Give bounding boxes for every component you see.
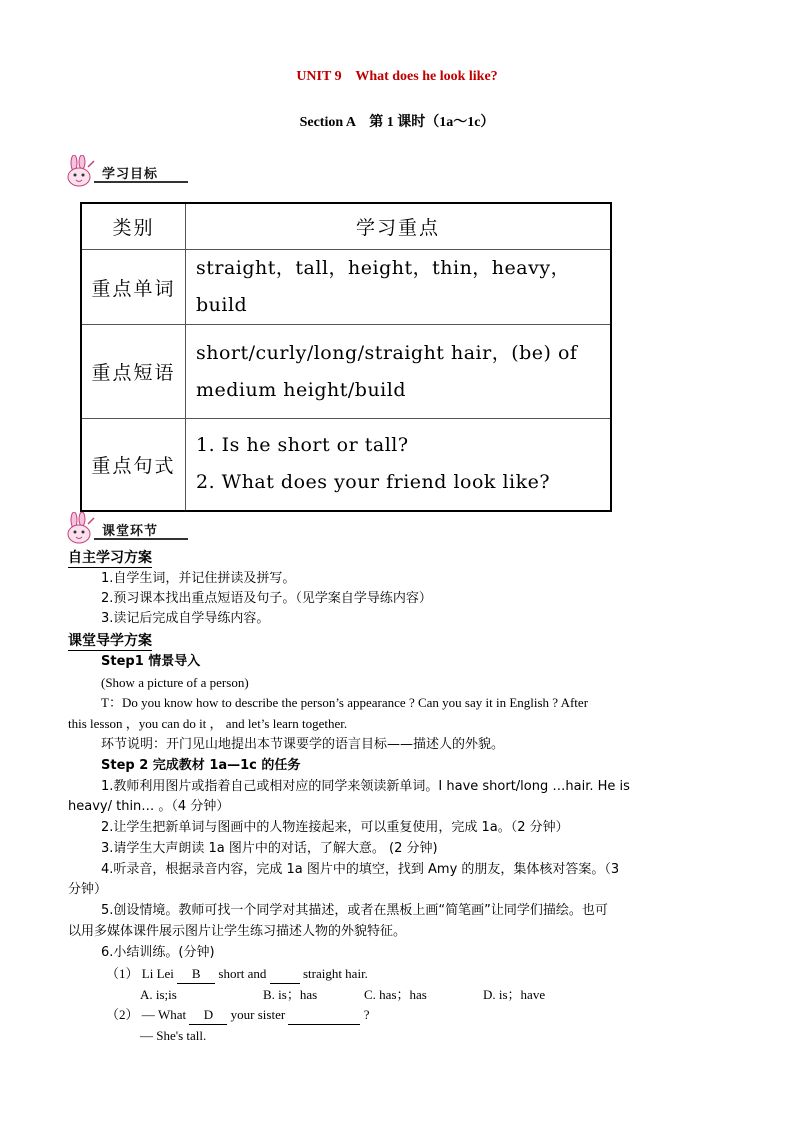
step2-item: 6.小结训练。(分钟) <box>101 945 215 960</box>
step2-title: Step 2 完成教材 1a—1c 的任务 <box>101 758 301 773</box>
self-study-heading: 自主学习方案 <box>68 550 152 566</box>
question-text: straight hair. <box>302 966 368 981</box>
row-content-line: 2. What does your friend look like? <box>196 471 551 494</box>
table-row <box>81 419 611 511</box>
option-b: B. is；has <box>263 987 318 1002</box>
reply-line: — She's tall. <box>140 1028 207 1043</box>
classroom-banner-line <box>94 538 188 540</box>
classroom-banner-label: 课堂环节 <box>102 524 159 539</box>
step2-item: 2.让学生把新单词与图画中的人物连接起来，可以重复使用，完成 1a。（2 分钟） <box>101 820 569 835</box>
section-subtitle: Section A 第 1 课时（1a～1c） <box>299 115 495 130</box>
question-text: Li Lei <box>141 966 174 981</box>
question-text: — What <box>141 1007 187 1022</box>
answer-blank: B <box>177 965 215 984</box>
row-content-line: 1. Is he short or tall? <box>196 434 409 457</box>
step2-item: 4.听录音，根据录音内容，完成 1a 图片中的填空，找到 Amy 的朋友，集体核对答案。（3 <box>101 862 620 877</box>
unit-title: UNIT 9 What does he look like? <box>296 69 498 84</box>
answer-blank <box>288 1006 360 1025</box>
step2-item: 分钟） <box>68 882 108 897</box>
list-item: 2.预习课本找出重点短语及句子。（见学案自学导练内容） <box>101 591 432 606</box>
table-header-row <box>81 203 611 250</box>
row-content <box>186 325 612 419</box>
table-row <box>81 250 611 325</box>
step2-item: 1.教师利用图片或指着自己或相对应的同学来领读新单词。I have short/long …hair. He is <box>101 779 630 794</box>
step1-teacher-line: T：Do you know how to describe the person’s appearance ? Can you say it in English ? After <box>101 695 589 710</box>
row-content-line: short/curly/long/straight hair，(be) of <box>196 341 578 364</box>
list-item: 1.自学生词，并记住拼读及拼写。 <box>101 571 296 586</box>
question-number: （2） <box>106 1007 139 1022</box>
option-d: D. is；have <box>483 987 546 1002</box>
answer-blank: D <box>189 1006 227 1025</box>
question-text: ? <box>363 1007 370 1022</box>
row-category: 重点单词 <box>81 250 186 325</box>
goals-banner-label: 学习目标 <box>102 167 159 182</box>
header-focus: 学习重点 <box>186 203 612 250</box>
question-2 <box>106 1006 369 1025</box>
header-category: 类别 <box>81 203 186 250</box>
row-category: 重点句式 <box>81 419 186 511</box>
question-text: your sister <box>230 1007 286 1022</box>
guided-heading: 课堂导学方案 <box>68 633 152 649</box>
question-1 <box>106 965 368 984</box>
option-c: C. has；has <box>364 987 427 1002</box>
row-content-line: medium height/build <box>196 378 407 401</box>
option-a: A. is;is <box>140 987 177 1002</box>
row-content-line: straight，tall，height，thin，heavy，build <box>196 257 571 316</box>
list-item: 3.读记后完成自学导练内容。 <box>101 611 270 626</box>
goals-banner <box>64 155 188 187</box>
step2-item: 以用多媒体课件展示图片让学生练习描述人物的外貌特征。 <box>68 924 407 939</box>
step1-note: 环节说明：开门见山地提出本节课要学的语言目标——描述人的外貌。 <box>101 737 505 752</box>
step2-item: 5.创设情境。教师可找一个同学对其描述，或者在黑板上画“简笔画”让同学们描绘。也可 <box>101 903 608 918</box>
table-row <box>81 325 611 419</box>
step2-item: 3.请学生大声朗读 1a 图片中的对话，了解大意。 (2 分钟) <box>101 841 438 856</box>
step1-show: (Show a picture of a person) <box>101 675 249 690</box>
step2-item: heavy/ thin… 。（4 分钟） <box>68 799 230 814</box>
question-text: short and <box>218 966 267 981</box>
answer-blank <box>270 965 300 984</box>
step1-title: Step1 情景导入 <box>101 654 201 669</box>
classroom-banner <box>64 512 188 544</box>
question-number: （1） <box>106 966 139 981</box>
goals-banner-line <box>94 181 188 183</box>
goals-table <box>80 202 612 512</box>
row-content <box>186 250 612 325</box>
row-content <box>186 419 612 511</box>
step1-teacher-line: this lesson ，you can do it ， and let’s learn together. <box>68 716 348 731</box>
row-category: 重点短语 <box>81 325 186 419</box>
